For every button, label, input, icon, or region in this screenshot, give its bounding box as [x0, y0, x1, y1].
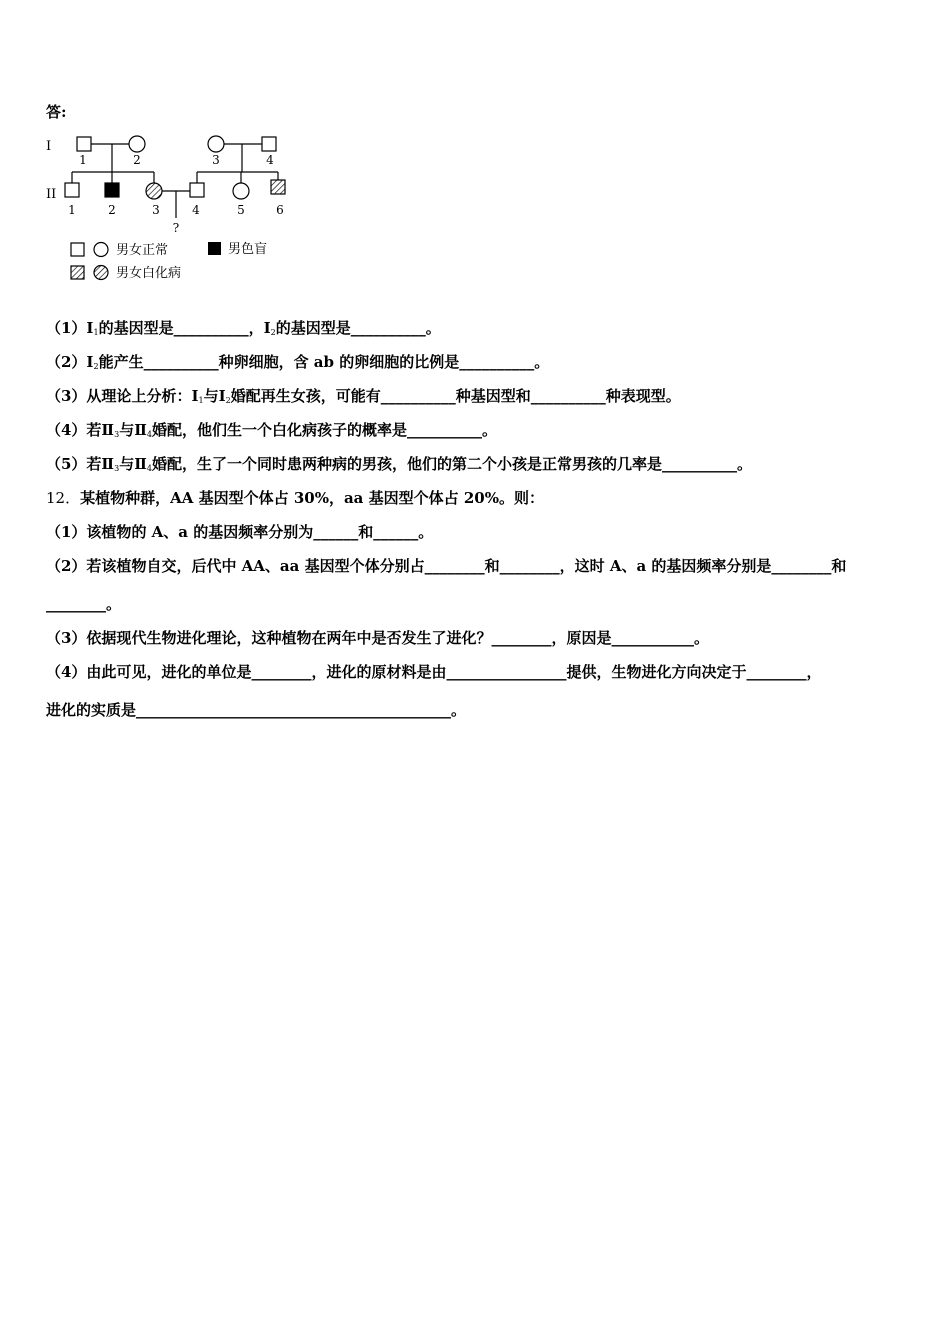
- individual-I1-male-normal: [77, 137, 91, 151]
- legend-colorblind-icon: [208, 242, 221, 255]
- answer-label: 答:: [46, 103, 67, 121]
- individual-I3-female-normal: [208, 136, 224, 152]
- q11-part4: （4）若$Ⅱ_3$与$Ⅱ_4$婚配，他们生一个白化病孩子的概率是__________。: [46, 421, 497, 439]
- generation-1-label: I: [46, 139, 52, 154]
- individual-II2-male-colorblind: [105, 183, 119, 197]
- legend-female-normal-icon: [94, 243, 108, 257]
- label-child-unknown: ?: [172, 221, 180, 235]
- q11-part1: $(1)Ⅰ_1$的基因型是__________，$Ⅰ_2$的基因型是__________。: [46, 319, 441, 337]
- q12-part3: （3）依据现代生物进化理论，这种植物在两年中是否发生了进化？________，原因是___________。: [46, 629, 709, 647]
- generation-2-label: II: [46, 187, 57, 202]
- q12-part1: （1）该植物的 A、a 的基因频率分别为______和______。: [46, 523, 434, 541]
- label-II6: 6: [276, 203, 284, 217]
- individual-I2-female-normal: [129, 136, 145, 152]
- label-II2: 2: [108, 203, 116, 217]
- individual-II3-female-albino: [146, 183, 162, 199]
- label-II4: 4: [192, 203, 200, 217]
- legend-normal-label: 男女正常: [116, 243, 169, 258]
- label-I2: 2: [133, 153, 141, 167]
- q12-stem: 12．某植物种群，AA 基因型个体占 30%，aa 基因型个体占 20%。则：: [46, 489, 544, 507]
- q12-part2-line2: ________。: [46, 595, 122, 613]
- label-I4: 4: [266, 153, 274, 167]
- question-number: 12．: [46, 489, 81, 507]
- q12-part2-line1: （2）若该植物自交，后代中 AA、aa 基因型个体分别占________和________，这时 A、a 的基因频率分别是________和: [46, 557, 847, 575]
- pedigree-chart: [40, 128, 300, 288]
- q11-part2: $(2)Ⅰ_2$能产生__________种卵细胞，含 ab 的卵细胞的比例是__________。: [46, 353, 550, 371]
- individual-II1-male-normal: [65, 183, 79, 197]
- legend-male-normal-icon: [71, 243, 84, 256]
- q11-part3: （3）从理论上分析：$Ⅰ_1$与$Ⅰ_2$婚配再生女孩，可能有__________种基因型和__________种表现型。: [46, 387, 681, 405]
- individual-II4-male-normal: [190, 183, 204, 197]
- individual-II5-female-normal: [233, 183, 249, 199]
- label-II5: 5: [237, 203, 245, 217]
- q12-part4-line2: 进化的实质是__________________________________________。: [46, 701, 467, 719]
- legend-male-albino-icon: [71, 266, 84, 279]
- individual-II6-male-albino: [271, 180, 285, 194]
- label-I1: 1: [79, 153, 87, 167]
- individual-I4-male-normal: [262, 137, 276, 151]
- legend-colorblind-label: 男色盲: [228, 242, 268, 257]
- q11-part5: （5）若$Ⅱ_3$与$Ⅱ_4$婚配，生了一个同时患两种病的男孩，他们的第二个小孩是正常男孩的几率是__________。: [46, 455, 752, 473]
- legend-albino-label: 男女白化病: [116, 266, 182, 281]
- label-I3: 3: [212, 153, 220, 167]
- label-II3: 3: [152, 203, 160, 217]
- label-II1: 1: [68, 203, 76, 217]
- legend-female-albino-icon: [94, 266, 108, 280]
- q12-part4-line1: （4）由此可见，进化的单位是________，进化的原材料是由________________提供，生物进化方向决定于________，: [46, 663, 822, 681]
